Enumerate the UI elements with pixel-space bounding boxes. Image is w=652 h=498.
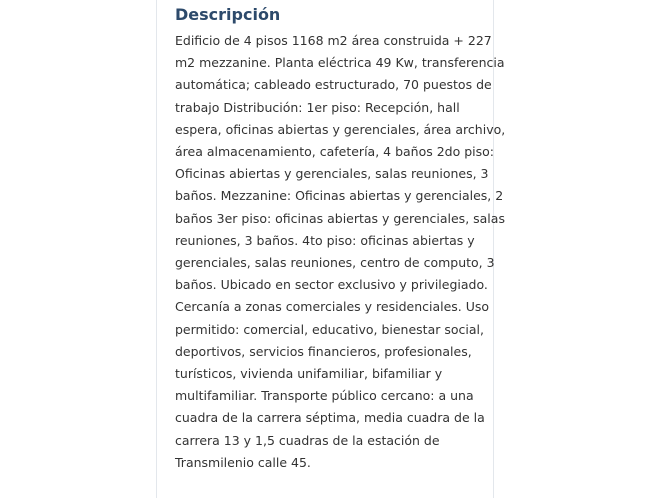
description-line: carrera 13 y 1,5 cuadras de la estación de — [175, 432, 440, 448]
description-line: baños. Ubicado en sector exclusivo y privilegiado. — [175, 277, 488, 293]
description-line: deportivos, servicios financieros, profesionales, — [175, 343, 472, 359]
description-line: m2 mezzanine. Planta eléctrica 49 Kw, transferencia — [175, 55, 505, 71]
description-line: baños. Mezzanine: Oficinas abiertas y gerenciales, 2 — [175, 188, 504, 204]
description-line: Oficinas abiertas y gerenciales, salas reuniones, 3 — [175, 166, 489, 182]
section-title: Descripción — [175, 5, 281, 24]
description-text — [175, 30, 506, 474]
description-card — [156, 0, 506, 498]
description-line: multifamiliar. Transporte público cercano: a una — [175, 388, 474, 404]
description-line: baños 3er piso: oficinas abiertas y gerenciales, salas — [175, 210, 505, 226]
description-line: trabajo Distribución: 1er piso: Recepción, hall — [175, 99, 460, 115]
description-line: gerenciales, salas reuniones, centro de computo, 3 — [175, 255, 495, 271]
description-line: automática; cableado estructurado, 70 puestos de — [175, 77, 492, 93]
description-line: Cercanía a zonas comerciales y residenciales. Uso — [175, 299, 490, 315]
description-line: Transmilenio calle 45. — [175, 454, 311, 470]
description-line: espera, oficinas abiertas y gerenciales, área archivo, — [175, 121, 506, 137]
description-line: turísticos, vivienda unifamiliar, bifamiliar y — [175, 366, 443, 382]
description-line: área almacenamiento, cafetería, 4 baños 2do piso: — [175, 144, 495, 160]
description-line: permitido: comercial, educativo, bienestar social, — [175, 321, 484, 337]
description-line: cuadra de la carrera séptima, media cuadra de la — [175, 410, 485, 426]
description-line: reuniones, 3 baños. 4to piso: oficinas abiertas y — [175, 232, 475, 248]
description-line: Edificio de 4 pisos 1168 m2 área construida + 227 — [175, 33, 492, 48]
